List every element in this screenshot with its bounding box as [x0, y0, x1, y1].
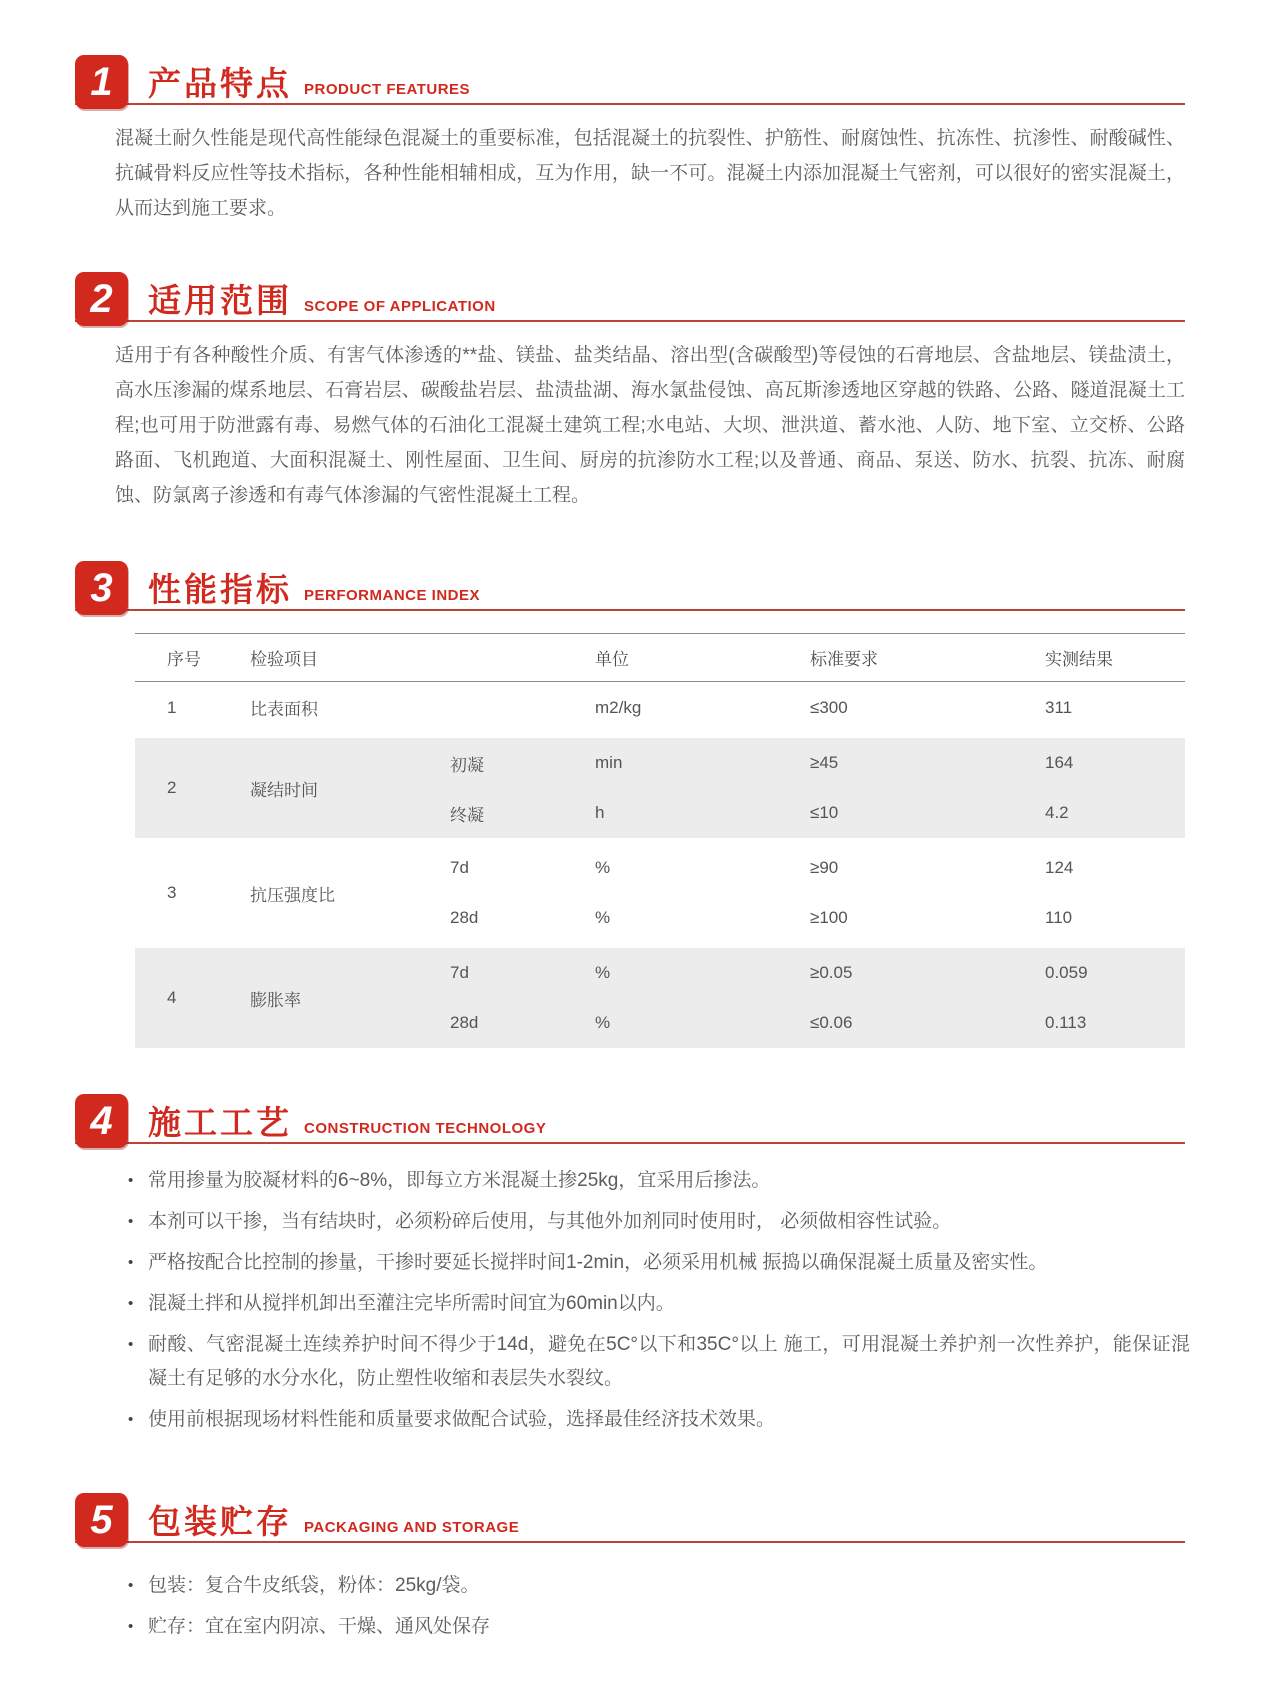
- row1-no: 1: [167, 697, 177, 717]
- row2-sub2-unit: h: [595, 803, 605, 822]
- section-4-title-zh: 施工工艺: [148, 1104, 292, 1141]
- section-3-number-badge: [75, 561, 128, 615]
- header-result: 实测结果: [1045, 650, 1113, 669]
- row3-item: 抗压强度比: [250, 885, 335, 905]
- header-item: 检验项目: [250, 650, 318, 669]
- section-1-number: 1: [90, 59, 113, 104]
- bullet-text: 使用前根据现场材料性能和质量要求做配合试验，选择最佳经济技术效果。: [148, 1409, 776, 1430]
- row4-sub1-standard: ≥0.05: [810, 963, 853, 982]
- row2-sub2-name: 终凝: [450, 805, 484, 825]
- row4-sub2-name: 28d: [450, 1013, 479, 1032]
- row3-sub2-name: 28d: [450, 908, 479, 927]
- section-2-number: 2: [90, 276, 113, 321]
- table-row: [135, 682, 1185, 733]
- bullet-dot-icon: •: [128, 1172, 134, 1189]
- row2-sub2-standard: ≤10: [810, 803, 839, 822]
- section-1-number-badge: [75, 55, 128, 109]
- list-item: [128, 1287, 1190, 1321]
- bullet-dot-icon: •: [128, 1618, 134, 1635]
- section-2-header: [75, 272, 1185, 322]
- row2-sub1-result: 164: [1045, 753, 1074, 772]
- header-no: 序号: [167, 650, 201, 669]
- row4-no: 4: [167, 988, 177, 1007]
- bullet-text: 本剂可以干掺，当有结块时，必须粉碎后使用，与其他外加剂同时使用时， 必须做相容性试验。: [148, 1211, 952, 1232]
- row2-sub2-result: 4.2: [1045, 803, 1069, 822]
- list-item: [128, 1205, 1190, 1239]
- section-1-title-zh: 产品特点: [148, 65, 292, 102]
- row3-sub2-standard: ≥100: [810, 908, 848, 927]
- performance-table: [135, 633, 1185, 1048]
- table-row: [135, 948, 1185, 1048]
- list-item: [128, 1610, 1190, 1644]
- section-5-title-zh: 包装贮存: [148, 1503, 292, 1540]
- row4-sub1-name: 7d: [450, 963, 469, 982]
- row3-sub1-unit: %: [595, 858, 611, 877]
- row1-standard: ≤300: [810, 697, 848, 717]
- construction-bullet-list: [128, 1164, 1190, 1437]
- section-5-number: 5: [90, 1497, 113, 1542]
- section-3-title-zh: 性能指标: [148, 571, 292, 608]
- row4-sub1-result: 0.059: [1045, 963, 1088, 982]
- row4-sub2-result: 0.113: [1045, 1013, 1087, 1032]
- row4-item: 膨胀率: [250, 990, 301, 1010]
- section-construction-technology: [0, 1094, 1280, 1437]
- section-2-title-zh: 适用范围: [148, 282, 292, 319]
- section-4-number: 4: [90, 1098, 113, 1143]
- section-3-header: [75, 561, 1185, 611]
- bullet-dot-icon: •: [128, 1336, 134, 1353]
- list-item: [128, 1164, 1190, 1198]
- section-1-title-en: PRODUCT FEATURES: [304, 81, 471, 98]
- row4-sub1-unit: %: [595, 963, 611, 982]
- section-product-features: [0, 55, 1280, 226]
- packaging-bullet-list: [128, 1569, 1190, 1644]
- section-2-paragraph: 适用于有各种酸性介质、有害气体渗透的**盐、镁盐、盐类结晶、溶出型(含碳酸型)等侵蚀的石膏地层、含盐地层、镁盐渍土，高水压渗漏的煤系地层、石膏岩层、碳酸盐岩层、盐渍盐湖、海水氯盐侵蚀、高瓦斯渗透地区穿越的铁路、公路、隧道混凝土工程;也可用于防泄露有毒、易燃气体的石油化工混凝土建筑工程;水电站、大坝、泄洪道、蓄水池、人防、地下室、立交桥、公路路面、飞机跑道、大面积混凝土、刚性屋面、卫生间、厨房的抗渗防水工程;以及普通、商品、泵送、防水、抗裂、抗冻、耐腐蚀、防氯离子渗透和有毒气体渗漏的气密性混凝土工程。: [115, 345, 1185, 506]
- row4-sub2-unit: %: [595, 1013, 611, 1032]
- section-2-number-badge: [75, 272, 128, 326]
- list-item: [128, 1328, 1190, 1396]
- row2-item: 凝结时间: [250, 780, 318, 800]
- section-2-title-en: SCOPE OF APPLICATION: [304, 298, 496, 315]
- performance-table-header-row: [135, 633, 1185, 682]
- section-performance-index: [0, 561, 1280, 1048]
- row2-sub1-standard: ≥45: [810, 753, 839, 772]
- table-row: [135, 738, 1185, 838]
- row3-sub1-name: 7d: [450, 858, 469, 877]
- section-1-header: [75, 55, 1185, 105]
- list-item: [128, 1569, 1190, 1603]
- section-4-header: [75, 1094, 1185, 1144]
- bullet-text: 包装：复合牛皮纸袋，粉体：25kg/袋。: [148, 1575, 480, 1596]
- row3-sub1-result: 124: [1045, 858, 1074, 877]
- row1-item: 比表面积: [250, 700, 318, 719]
- bullet-dot-icon: •: [128, 1254, 134, 1271]
- row1-unit: m2/kg: [595, 697, 642, 717]
- section-5-header: [75, 1493, 1185, 1543]
- bullet-text: 常用掺量为胶凝材料的6~8%，即每立方米混凝土掺25kg，宜采用后掺法。: [148, 1170, 771, 1191]
- row3-sub2-unit: %: [595, 908, 611, 927]
- row3-no: 3: [167, 883, 177, 902]
- section-4-number-badge: [75, 1094, 128, 1148]
- bullet-text: 贮存：宜在室内阴凉、干燥、通风处保存: [148, 1616, 491, 1637]
- section-3-number: 3: [90, 565, 113, 610]
- list-item: [128, 1246, 1190, 1280]
- header-standard: 标准要求: [810, 650, 878, 669]
- section-4-title-en: CONSTRUCTION TECHNOLOGY: [304, 1120, 547, 1137]
- section-3-title-en: PERFORMANCE INDEX: [304, 587, 481, 604]
- table-row: [135, 843, 1185, 943]
- section-scope-of-application: [0, 272, 1280, 513]
- row4-sub2-standard: ≤0.06: [810, 1013, 853, 1032]
- list-item: [128, 1403, 1190, 1437]
- row1-result: 311: [1045, 697, 1073, 717]
- bullet-text: 混凝土拌和从搅拌机卸出至灌注完毕所需时间宜为60min以内。: [148, 1293, 675, 1314]
- section-1-paragraph: 混凝土耐久性能是现代高性能绿色混凝土的重要标准，包括混凝土的抗裂性、护筋性、耐腐蚀性、抗冻性、抗渗性、耐酸碱性、抗碱骨料反应性等技术指标，各种性能相辅相成，互为作用，缺一不可。混凝土内添加混凝土气密剂，可以很好的密实混凝土，从而达到施工要求。: [115, 128, 1185, 219]
- section-packaging-and-storage: [0, 1493, 1280, 1644]
- bullet-dot-icon: •: [128, 1213, 134, 1230]
- section-5-number-badge: [75, 1493, 128, 1547]
- row3-sub2-result: 110: [1045, 908, 1073, 927]
- bullet-dot-icon: •: [128, 1577, 134, 1594]
- bullet-text: 耐酸、气密混凝土连续养护时间不得少于14d，避免在5C°以下和35C°以上 施工，可用混凝土养护剂一次性养护，能保证混凝土有足够的水分水化，防止塑性收缩和表层失水裂纹。: [148, 1334, 1190, 1389]
- section-5-title-en: PACKAGING AND STORAGE: [304, 1519, 520, 1536]
- bullet-text: 严格按配合比控制的掺量，干掺时要延长搅拌时间1-2min，必须采用机械 振捣以确保混凝土质量及密实性。: [148, 1252, 1048, 1273]
- row2-sub1-unit: min: [595, 753, 623, 772]
- row2-no: 2: [167, 778, 177, 797]
- header-unit: 单位: [595, 650, 629, 669]
- row3-sub1-standard: ≥90: [810, 858, 839, 877]
- bullet-dot-icon: •: [128, 1411, 134, 1428]
- row2-sub1-name: 初凝: [450, 755, 484, 775]
- bullet-dot-icon: •: [128, 1295, 134, 1312]
